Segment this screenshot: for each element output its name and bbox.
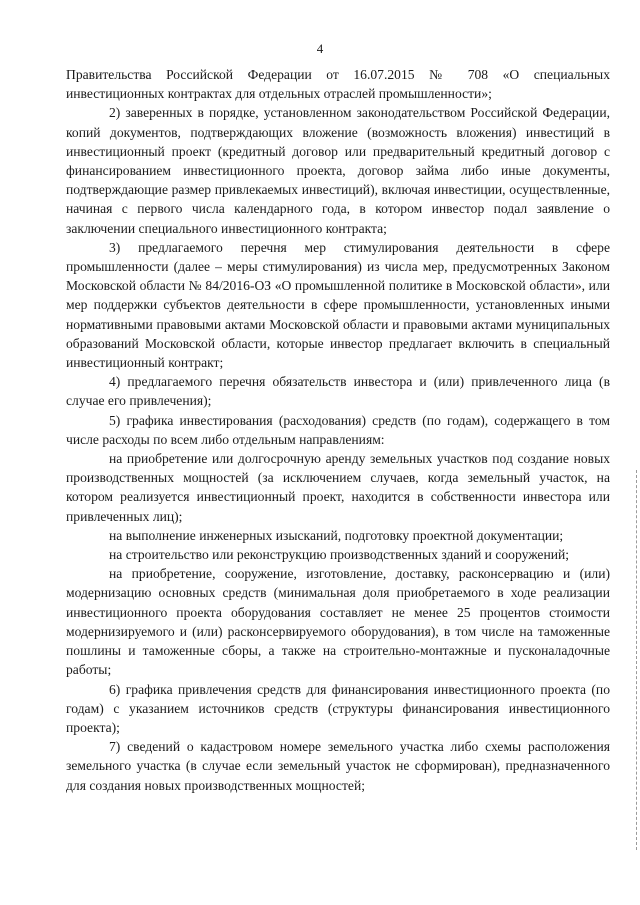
paragraph: на выполнение инженерных изысканий, подготовку проектной документации;	[109, 527, 564, 543]
paragraph: 6) графика привлечения средств для финансирования инвестиционного проекта (по годам) с указанием источников средств (структуры финансирования инвестиционного проекта);	[66, 681, 610, 735]
paragraph: 2) заверенных в порядке, установленном законодательством Российской Федерации, копий документов, подтверждающих вложение (возможность вложения) инвестиций в инвестиционный проект (кредитный договор или предварительный кредитный договор с финансированием инвестиционного проекта, договор займа либо иные документы, подтверждающие размер привлекаемых инвестиций), включая инвестиции, осуществленные, начиная с первого числа календарного года, в котором инвестор подал заявление о заключении специального инвестиционного контракта;	[66, 105, 610, 236]
paragraph: 3) предлагаемого перечня мер стимулирования деятельности в сфере промышленности (далее – меры стимулирования) из числа мер, предусмотренных Законом Московской области № 84/2016-ОЗ «О промышленной политике в Московской области», или мер поддержки субъектов деятельности в сфере промышленности, установленных иными нормативными правовыми актами Московской области и правовыми актами муниципальных образований Московской области, которые инвестор предлагает включить в специальный инвестиционный контракт;	[66, 239, 610, 371]
paragraph: Правительства Российской Федерации от 16.07.2015 № 708 «О специальных инвестиционных контрактах для отдельных отраслей промышленности»;	[66, 67, 610, 102]
paragraph: на строительство или реконструкцию производственных зданий и сооружений;	[109, 547, 570, 563]
document-body	[66, 65, 610, 795]
paragraph: на приобретение, сооружение, изготовление, доставку, расконсервацию и (или) модернизацию основных средств (минимальная доля приобретаемого в ходе реализации инвестиционного проекта оборудования составляет не менее 25 процентов стоимости модернизируемого и (или) расконсервируемого оборудования), в том числе на таможенные пошлины и таможенные сборы, а также на строительно-монтажные и пусконаладочные работы;	[66, 566, 610, 678]
paragraph: 4) предлагаемого перечня обязательств инвестора и (или) привлеченного лица (в случае его привлечения);	[66, 374, 610, 409]
paragraph: 5) графика инвестирования (расходования) средств (по годам), содержащего в том числе расходы по всем либо отдельным направлениям:	[66, 412, 610, 447]
page-number: 4	[316, 41, 324, 56]
scan-edge-line	[635, 470, 637, 850]
paragraph: на приобретение или долгосрочную аренду земельных участков под создание новых производственных мощностей (за исключением случаев, когда земельный участок, на котором реализуется инвестиционный проект, находится в собственности инвестора или привлеченных лиц);	[66, 451, 610, 524]
paragraph: 7) сведений о кадастровом номере земельного участка либо схемы расположения земельного участка (в случае если земельный участок не сформирован), предназначенного для создания новых производственных мощностей;	[66, 739, 610, 793]
